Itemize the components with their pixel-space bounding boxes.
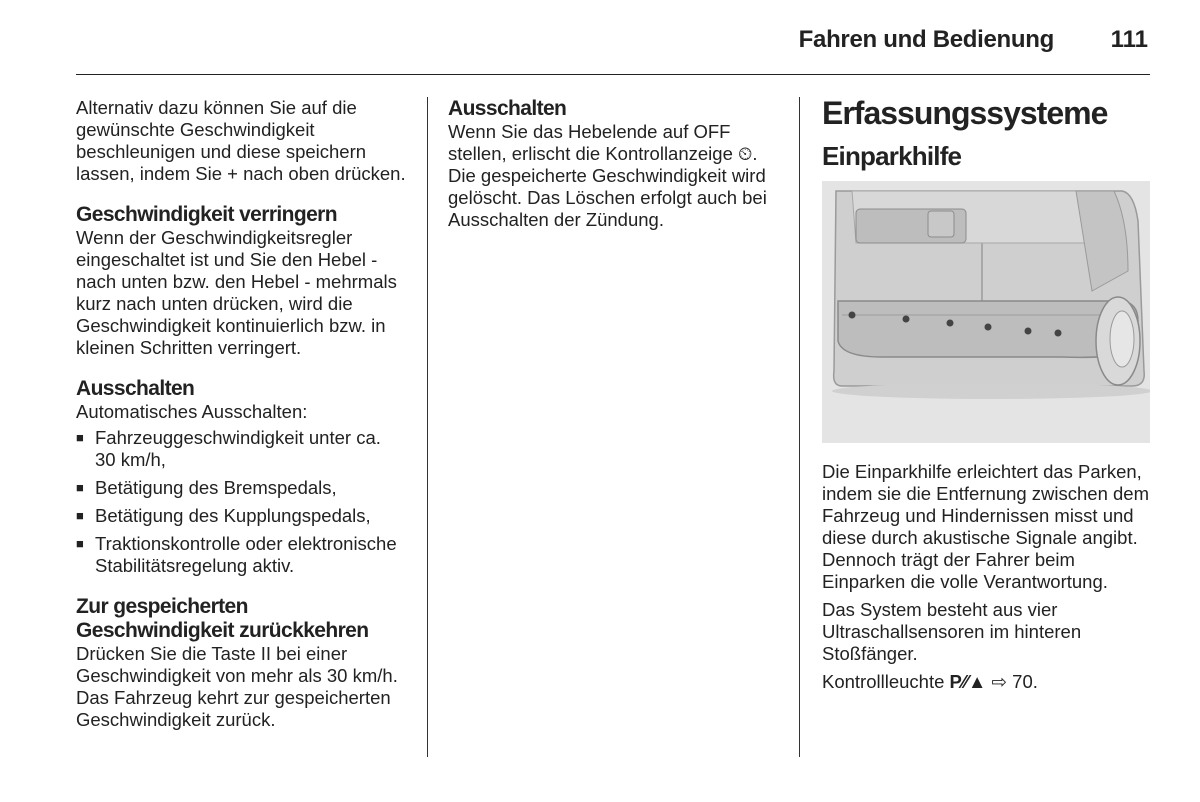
van-rear-parking-sensors-illustration <box>822 181 1150 443</box>
list-item: ■ Betätigung des Bremspedals, <box>76 477 406 499</box>
switch-off-2-paragraph: Wenn Sie das Hebelende auf OFF stellen, erlischt die Kontrollanzeige ⏲. Die gespeicherte Geschwindigkeit wird gelöscht. Das Löschen erfolgt auch bei Ausschalten der Zündung. <box>448 121 767 230</box>
header-rule <box>76 74 1150 75</box>
page-number: 111 <box>1110 26 1148 53</box>
subsection-title: Einparkhilfe <box>822 141 962 171</box>
switch-off-list <box>76 427 406 577</box>
list-item: ■ Fahrzeuggeschwindigkeit unter ca. 30 km/h, <box>76 427 406 471</box>
heading-switch-off-2: Ausschalten <box>448 97 567 120</box>
control-light-label: Kontrollleuchte <box>822 671 945 692</box>
section-title: Erfassungssysteme <box>822 95 1108 131</box>
list-item: ■ Betätigung des Kupplungspedals, <box>76 505 406 527</box>
column-3 <box>822 95 1152 699</box>
column-divider-2 <box>799 97 800 757</box>
column-2 <box>448 97 780 237</box>
heading-switch-off: Ausschalten <box>76 377 195 400</box>
return-speed-paragraph: Drücken Sie die Taste II bei einer Geschwindigkeit von mehr als 30 km/h. Das Fahrzeug kehrt zur gespeicherten Geschwindigkeit zurück. <box>76 643 398 730</box>
heading-reduce-speed: Geschwindigkeit verringern <box>76 203 337 226</box>
control-light-paragraph <box>822 671 1152 693</box>
reduce-speed-paragraph: Wenn der Geschwindigkeitsregler eingeschaltet ist und Sie den Hebel - nach unten bzw. den Hebel - mehrmals kurz nach unten drücken, wird die Geschwindigkeit kontinuierlich bzw. in kleinen Schritten verringert. <box>76 227 397 358</box>
sensors-paragraph: Das System besteht aus vier Ultraschallsensoren im hinteren Stoßfänger. <box>822 599 1082 664</box>
intro-paragraph: Alternativ dazu können Sie auf die gewünschte Geschwindigkeit beschleunigen und diese speichern lassen, indem Sie + nach oben drücken. <box>76 97 406 184</box>
switch-off-paragraph: Automatisches Ausschalten: <box>76 401 308 422</box>
parking-aid-paragraph: Die Einparkhilfe erleichtert das Parken, indem sie die Entfernung zwischen dem Fahrzeug und Hindernissen misst und diese durch akustische Signale angibt. Dennoch trägt der Fahrer beim Einparken die volle Verantwortung. <box>822 461 1150 592</box>
column-divider-1 <box>427 97 428 757</box>
header-title: Fahren und Bedienung <box>798 26 1054 53</box>
page-reference-link[interactable]: ⇨ 70. <box>991 671 1038 692</box>
list-item: ■ Traktionskontrolle oder elektronische Stabilitätsregelung aktiv. <box>76 533 406 577</box>
column-1 <box>76 97 406 737</box>
parking-aid-warning-icon: P⁄⁄▲ <box>949 671 987 692</box>
heading-return-speed: Zur gespeicherten Geschwindigkeit zurückkehren <box>76 595 369 642</box>
